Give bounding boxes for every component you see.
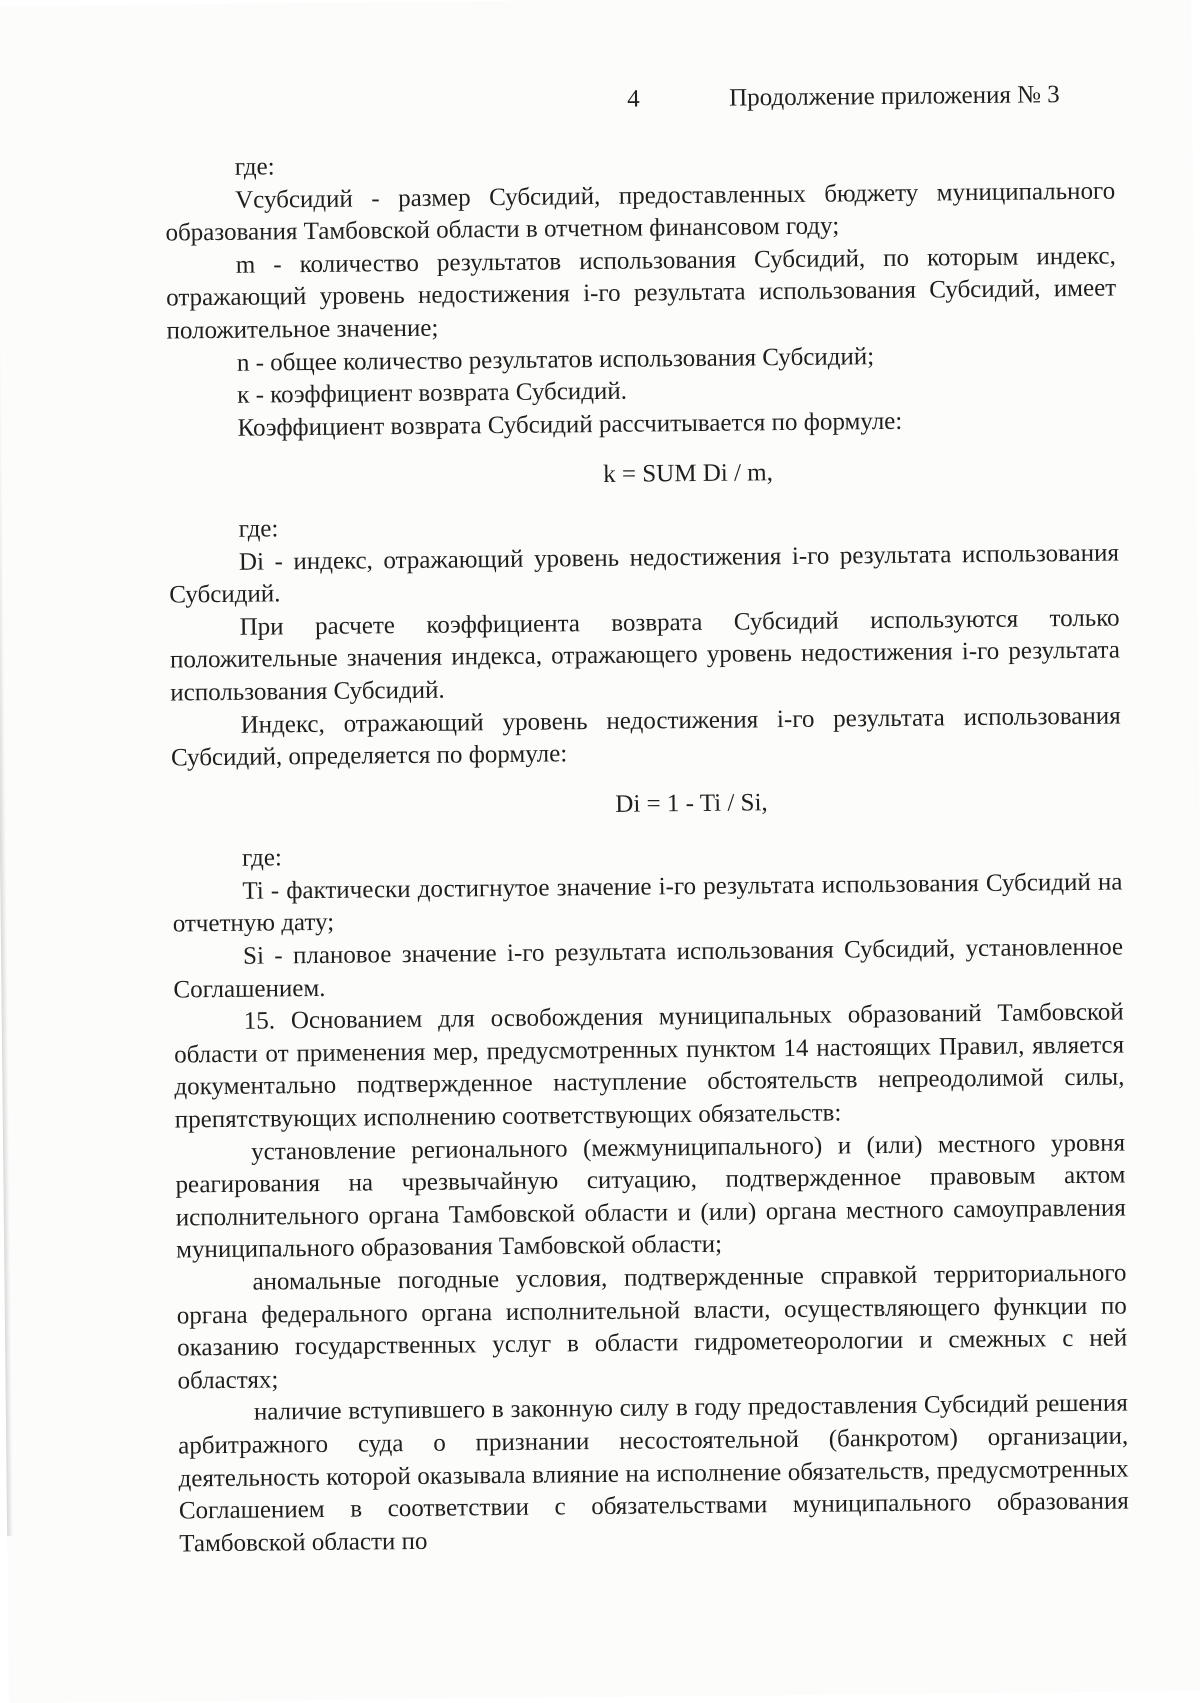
paragraph-where: где: [241, 844, 282, 873]
document-body [165, 143, 1130, 1561]
paragraph-where: где: [238, 515, 279, 543]
appendix-title: Продолжение приложения № 3 [728, 81, 1060, 112]
formula-k: k = SUM Di / m, [603, 459, 774, 489]
formula-di: Di = 1 - Ti / Si, [615, 788, 768, 818]
scan-edge-shadow [0, 336, 13, 1536]
paragraph-m: m - количество результатов использования Субсидий, по которым индекс, отражающий уровень недостижения i-го результата использования Субсидий, имеет положительное значение; [166, 242, 1117, 345]
paragraph-positive-values: При расчете коэффициента возврата Субсидий используются только положительные значения индекса, отражающего уровень недостижения i-го результата использования Субсидий. [169, 604, 1121, 707]
paragraph-di: Di - индекс, отражающий уровень недостижения i-го результата использования Субсидий. [169, 539, 1120, 609]
paragraph-k-formula-intro: Коэффициент возврата Субсидий рассчитывается по формуле: [237, 407, 903, 442]
paragraph-n: n - общее количество результатов использования Субсидий; [236, 342, 875, 377]
paragraph-ti: Ti - фактически достигнутое значение i-го результата использования Субсидий на отчетную дату; [172, 868, 1123, 938]
paragraph-where: где: [234, 153, 275, 181]
page-header [0, 80, 1192, 113]
paragraph-vsubsidy: Vсубсидий - размер Субсидий, предоставленных бюджету муниципального образования Тамбовской области в отчетном финансовом году; [165, 177, 1116, 247]
page-number: 4 [626, 85, 640, 113]
paragraph-si: Si - плановое значение i-го результата использования Субсидий, установленное Соглашением. [173, 933, 1124, 1004]
paragraph-weather: аномальные погодные условия, подтвержденные справкой территориального органа федерального органа исполнительной власти, осуществляющего функции по оказанию государственных услуг в области гидрометеорологии и смежных с ней областях; [176, 1259, 1128, 1395]
paragraph-index-formula-intro: Индекс, отражающий уровень недостижения i-го результата использования Субсидий, определяется по формуле: [170, 702, 1121, 772]
paragraph-k: к - коэффициент возврата Субсидий. [237, 377, 628, 409]
paragraph-emergency: установление регионального (межмуниципального) и (или) местного уровня реагирования на чрезвычайную ситуацию, подтвержденное правовым актом исполнительного органа Тамбовской области и (или) органа местного самоуправления муниципального образования Тамбовской области; [175, 1129, 1126, 1264]
paragraph-bankruptcy: наличие вступившего в законную силу в году предоставления Субсидий решения арбитражного суда о признании несостоятельной (банкротом) организации, деятельность которой оказывала влияние на исполнение обязательств, предусмотренных Соглашением в соответствии с обязательствами муниципального образования Тамбовской области по [178, 1389, 1129, 1558]
paragraph-15: 15. Основанием для освобождения муниципальных образований Тамбовской области от применения мер, предусмотренных пунктом 14 настоящих Правил, является документально подтвержденное наступление обстоятельств непреодолимой силы, препятствующих исполнению соответствующих обязательств: [173, 998, 1125, 1134]
